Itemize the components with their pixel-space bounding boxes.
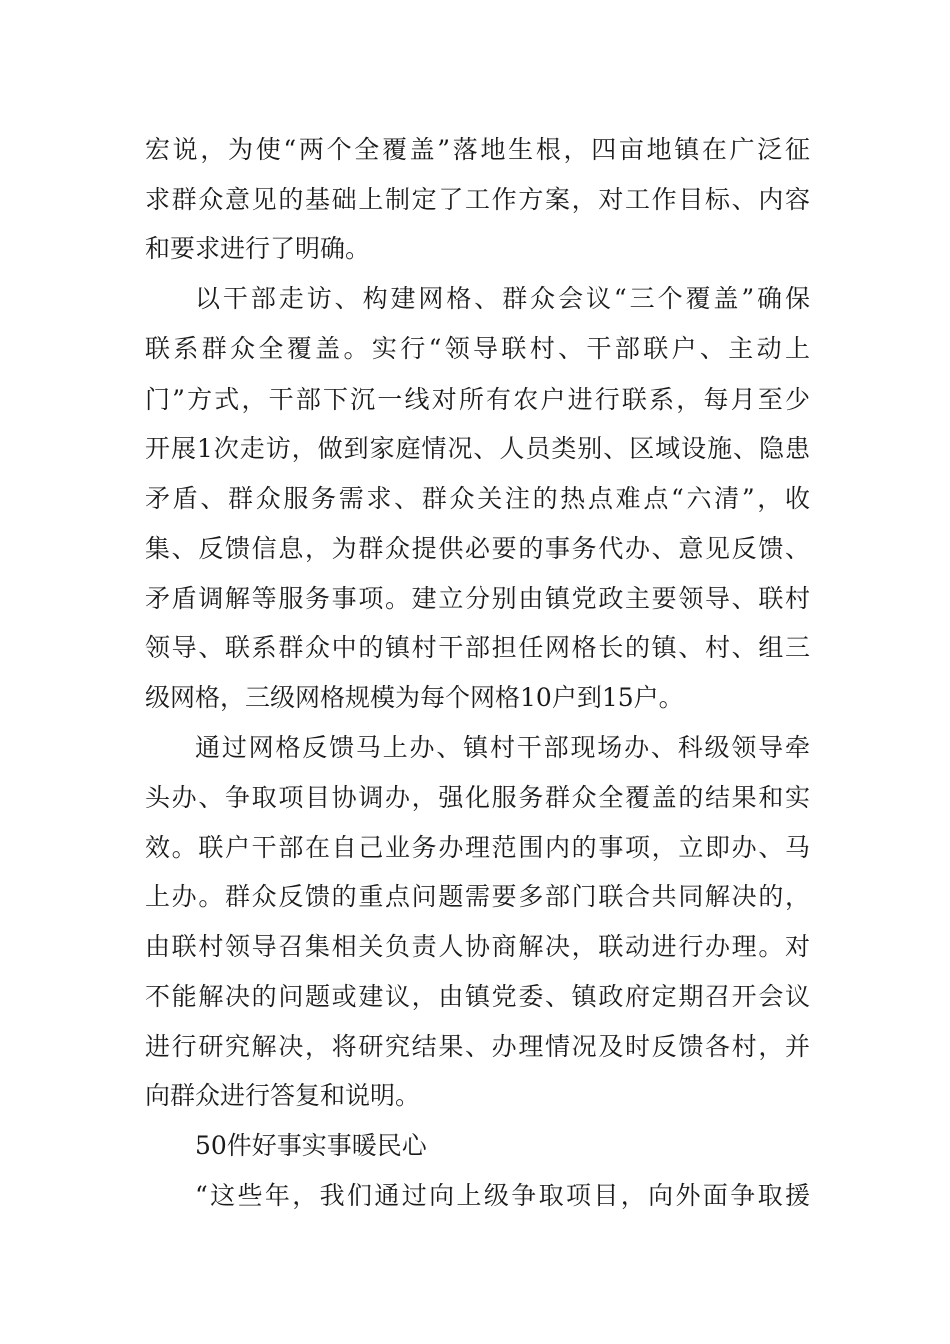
paragraph-first-line: 通过网格反馈马上办、镇村干部现场办、科级领导牵 <box>195 733 810 762</box>
text-line: 效。联户干部在自己业务办理范围内的事项，立即办、马 <box>145 833 810 862</box>
text-line: 进行研究解决，将研究结果、办理情况及时反馈各村，并 <box>145 1032 810 1061</box>
text-line: 上办。群众反馈的重点问题需要多部门联合共同解决的， <box>145 882 810 911</box>
text-line: 集、反馈信息，为群众提供必要的事务代办、意见反馈、 <box>145 534 810 563</box>
text-line: 不能解决的问题或建议，由镇党委、镇政府定期召开会议 <box>145 982 810 1011</box>
text-line: 矛盾调解等服务事项。建立分别由镇党政主要领导、联村 <box>145 584 810 613</box>
text-line: 领导、联系群众中的镇村干部担任网格长的镇、村、组三 <box>145 633 810 662</box>
text-line: 矛盾、群众服务需求、群众关注的热点难点“六清”，收 <box>145 484 810 513</box>
text-line: 级网格，三级网格规模为每个网格10户到15户。 <box>145 683 684 712</box>
text-line: 和要求进行了明确。 <box>145 234 371 263</box>
text-line: 由联村领导召集相关负责人协商解决，联动进行办理。对 <box>145 932 810 961</box>
text-line: 宏说，为使“两个全覆盖”落地生根，四亩地镇在广泛征 <box>145 135 810 164</box>
text-line: 门”方式，干部下沉一线对所有农户进行联系，每月至少 <box>145 385 810 414</box>
text-line: 联系群众全覆盖。实行“领导联村、干部联户、主动上 <box>145 334 810 363</box>
text-line: 向群众进行答复和说明。 <box>145 1081 421 1110</box>
paragraph-first-line: “这些年，我们通过向上级争取项目，向外面争取援 <box>195 1181 810 1210</box>
text-line: 头办、争取项目协调办，强化服务群众全覆盖的结果和实 <box>145 783 810 812</box>
section-heading: 50件好事实事暖民心 <box>195 1131 427 1160</box>
text-line: 求群众意见的基础上制定了工作方案，对工作目标、内容 <box>145 185 810 214</box>
paragraph-first-line: 以干部走访、构建网格、群众会议“三个覆盖”确保 <box>195 284 810 313</box>
text-line: 开展1次走访，做到家庭情况、人员类别、区域设施、隐患 <box>145 434 810 463</box>
